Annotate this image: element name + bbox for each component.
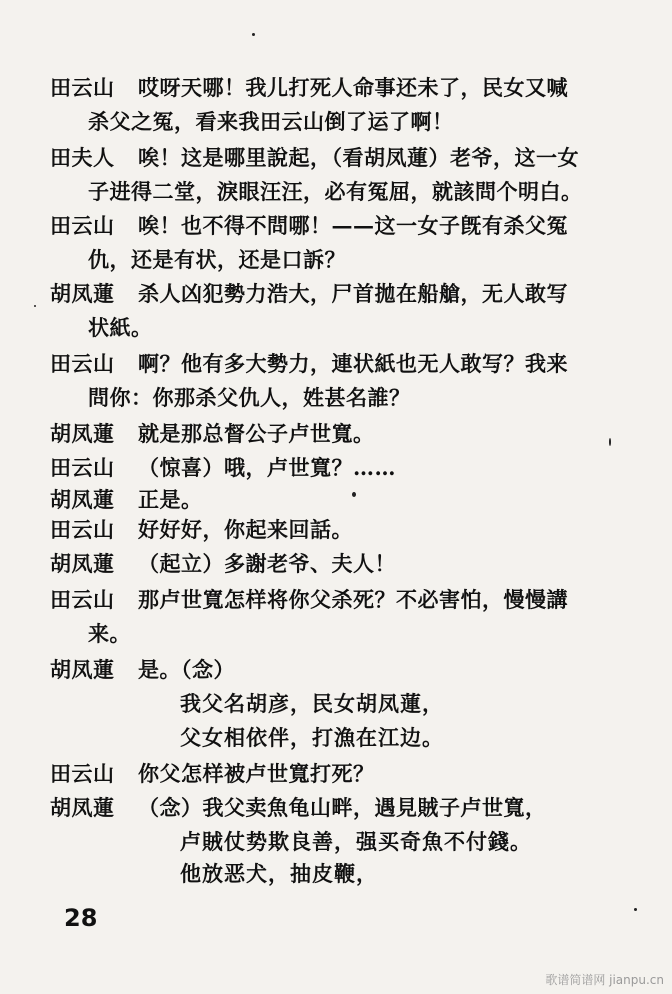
dialogue-line	[88, 108, 454, 136]
line-text: （惊喜）哦，卢世寬？……	[138, 455, 396, 480]
dialogue-line	[88, 178, 583, 206]
speaker-name: 田云山	[50, 455, 115, 480]
line-text: 杀人凶犯勢力浩大，尸首拋在船艙，无人敢写	[138, 281, 568, 306]
line-text: 啊？他有多大勢力，連状紙也无人敢写？我来	[138, 351, 568, 376]
scan-speck	[634, 908, 637, 911]
line-text: （念）我父卖魚龟山畔，遇見賊子卢世寬，	[138, 795, 547, 820]
speaker-name: 胡凤蓮	[50, 421, 115, 446]
speaker-name: 田云山	[50, 213, 115, 238]
line-text: 他放恶犬，抽皮鞭，	[180, 861, 378, 886]
line-text: 我父名胡彦，民女胡凤蓮，	[180, 691, 444, 716]
line-text: 来。	[88, 621, 131, 646]
speaker-name: 田云山	[50, 75, 115, 100]
speaker-name: 田云山	[50, 587, 115, 612]
line-text: 正是。	[138, 487, 203, 512]
dialogue-line	[50, 74, 568, 102]
line-text: 唉！也不得不問哪！——这一女子旣有杀父冤	[138, 213, 568, 238]
line-text: 仇，还是有状，还是口訴？	[88, 247, 346, 272]
line-text: 是。（念）	[138, 657, 235, 682]
scan-speck	[252, 33, 255, 36]
dialogue-line	[50, 794, 547, 822]
dialogue-line	[50, 350, 568, 378]
line-text: 那卢世寬怎样将你父杀死？不必害怕，慢慢講	[138, 587, 568, 612]
dialogue-line	[50, 586, 568, 614]
verse-line	[180, 690, 444, 718]
line-text: （起立）多謝老爷、夫人！	[138, 551, 396, 576]
dialogue-line	[88, 620, 131, 648]
line-text: 唉！这是哪里說起，（看胡凤蓮）老爷，这一女	[138, 145, 579, 170]
line-text: 父女相依伴，打漁在江边。	[180, 725, 444, 750]
line-text: 問你：你那杀父仇人，姓甚名誰？	[88, 385, 411, 410]
line-text: 你父怎样被卢世寬打死？	[138, 761, 375, 786]
dialogue-line	[50, 516, 353, 544]
scan-speck	[609, 438, 611, 446]
speaker-name: 胡凤蓮	[50, 281, 115, 306]
speaker-name: 田云山	[50, 351, 115, 376]
speaker-name: 田云山	[50, 517, 115, 542]
verse-line	[180, 860, 378, 888]
dialogue-line	[50, 144, 579, 172]
line-text: 状紙。	[88, 315, 153, 340]
dialogue-line	[50, 420, 375, 448]
line-text: 好好好，你起来回話。	[138, 517, 353, 542]
verse-line	[180, 828, 532, 856]
line-text: 就是那总督公子卢世寬。	[138, 421, 375, 446]
dialogue-line	[50, 454, 396, 482]
speaker-name: 胡凤蓮	[50, 551, 115, 576]
speaker-name: 胡凤蓮	[50, 487, 115, 512]
line-text: 卢賊仗势欺良善，强买奇魚不付錢。	[180, 829, 532, 854]
speaker-name: 胡凤蓮	[50, 657, 115, 682]
dialogue-line	[50, 280, 568, 308]
speaker-name: 田夫人	[50, 145, 115, 170]
dialogue-line	[88, 246, 346, 274]
speaker-name: 田云山	[50, 761, 115, 786]
dialogue-line	[50, 486, 203, 514]
dialogue-line	[50, 550, 396, 578]
watermark-text: 歌谱简谱网 jianpu.cn	[545, 973, 664, 987]
scan-speck	[352, 492, 356, 497]
dialogue-line	[50, 760, 375, 788]
line-text: 子进得二堂，淚眼汪汪，必有冤屈，就該問个明白。	[88, 179, 583, 204]
page-number: 28	[64, 904, 98, 932]
dialogue-line	[88, 384, 411, 412]
dialogue-line	[50, 212, 568, 240]
verse-line	[180, 724, 444, 752]
line-text: 哎呀天哪！我儿打死人命事还未了，民女又喊	[138, 75, 568, 100]
line-text: 杀父之冤，看来我田云山倒了运了啊！	[88, 109, 454, 134]
scan-speck	[34, 305, 36, 307]
dialogue-line	[88, 314, 153, 342]
dialogue-line	[50, 656, 235, 684]
speaker-name: 胡凤蓮	[50, 795, 115, 820]
